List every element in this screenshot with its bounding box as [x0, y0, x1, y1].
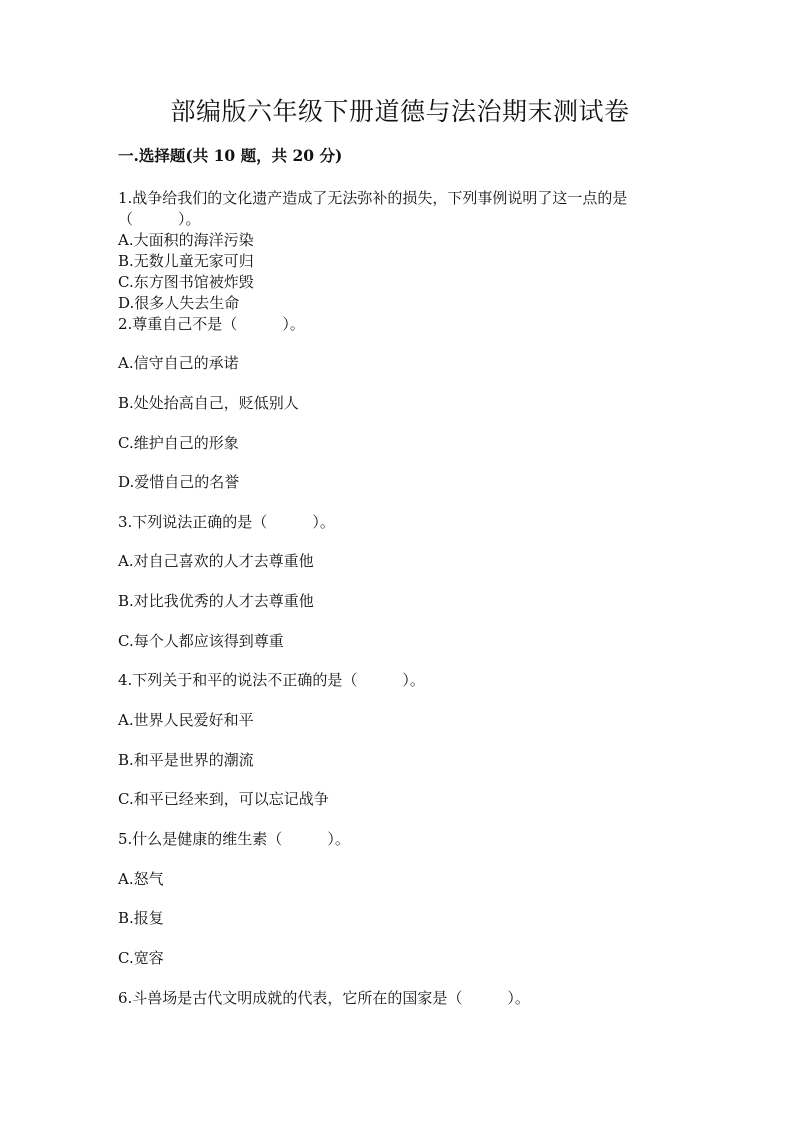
option-item: A.世界人民爱好和平	[118, 711, 254, 729]
option-item: D.很多人失去生命	[118, 294, 240, 312]
option-item: B.处处抬高自己，贬低别人	[118, 394, 299, 412]
option-item: D.爱惜自己的名誉	[118, 473, 240, 491]
question-stem-continued: （ ）。	[118, 210, 201, 228]
question-stem: 5.什么是健康的维生素（ ）。	[118, 830, 350, 848]
question-stem: 1.战争给我们的文化遗产造成了无法弥补的损失，下列事例说明了这一点的是	[118, 189, 628, 207]
option-item: A.信守自己的承诺	[118, 354, 239, 372]
question-stem: 6.斗兽场是古代文明成就的代表，它所在的国家是（ ）。	[118, 989, 530, 1007]
option-item: B.和平是世界的潮流	[118, 751, 254, 769]
option-item: A.怒气	[118, 870, 164, 888]
option-item: A.大面积的海洋污染	[118, 231, 254, 249]
option-item: C.东方图书馆被炸毁	[118, 273, 254, 291]
page-title: 部编版六年级下册道德与法治期末测试卷	[170, 97, 630, 126]
option-item: A.对自己喜欢的人才去尊重他	[118, 552, 314, 570]
question-stem: 4.下列关于和平的说法不正确的是（ ）。	[118, 671, 425, 689]
option-item: B.对比我优秀的人才去尊重他	[118, 592, 314, 610]
option-item: C.和平已经来到，可以忘记战争	[118, 790, 329, 808]
question-stem: 3.下列说法正确的是（ ）。	[118, 513, 335, 531]
option-item: C.每个人都应该得到尊重	[118, 632, 284, 650]
option-item: C.维护自己的形象	[118, 434, 239, 452]
section-heading: 一.选择题(共 10 题，共 20 分)	[118, 146, 343, 165]
option-item: B.报复	[118, 909, 164, 927]
option-item: B.无数儿童无家可归	[118, 252, 254, 270]
option-item: C.宽容	[118, 949, 164, 967]
question-stem: 2.尊重自己不是（ ）。	[118, 315, 305, 333]
